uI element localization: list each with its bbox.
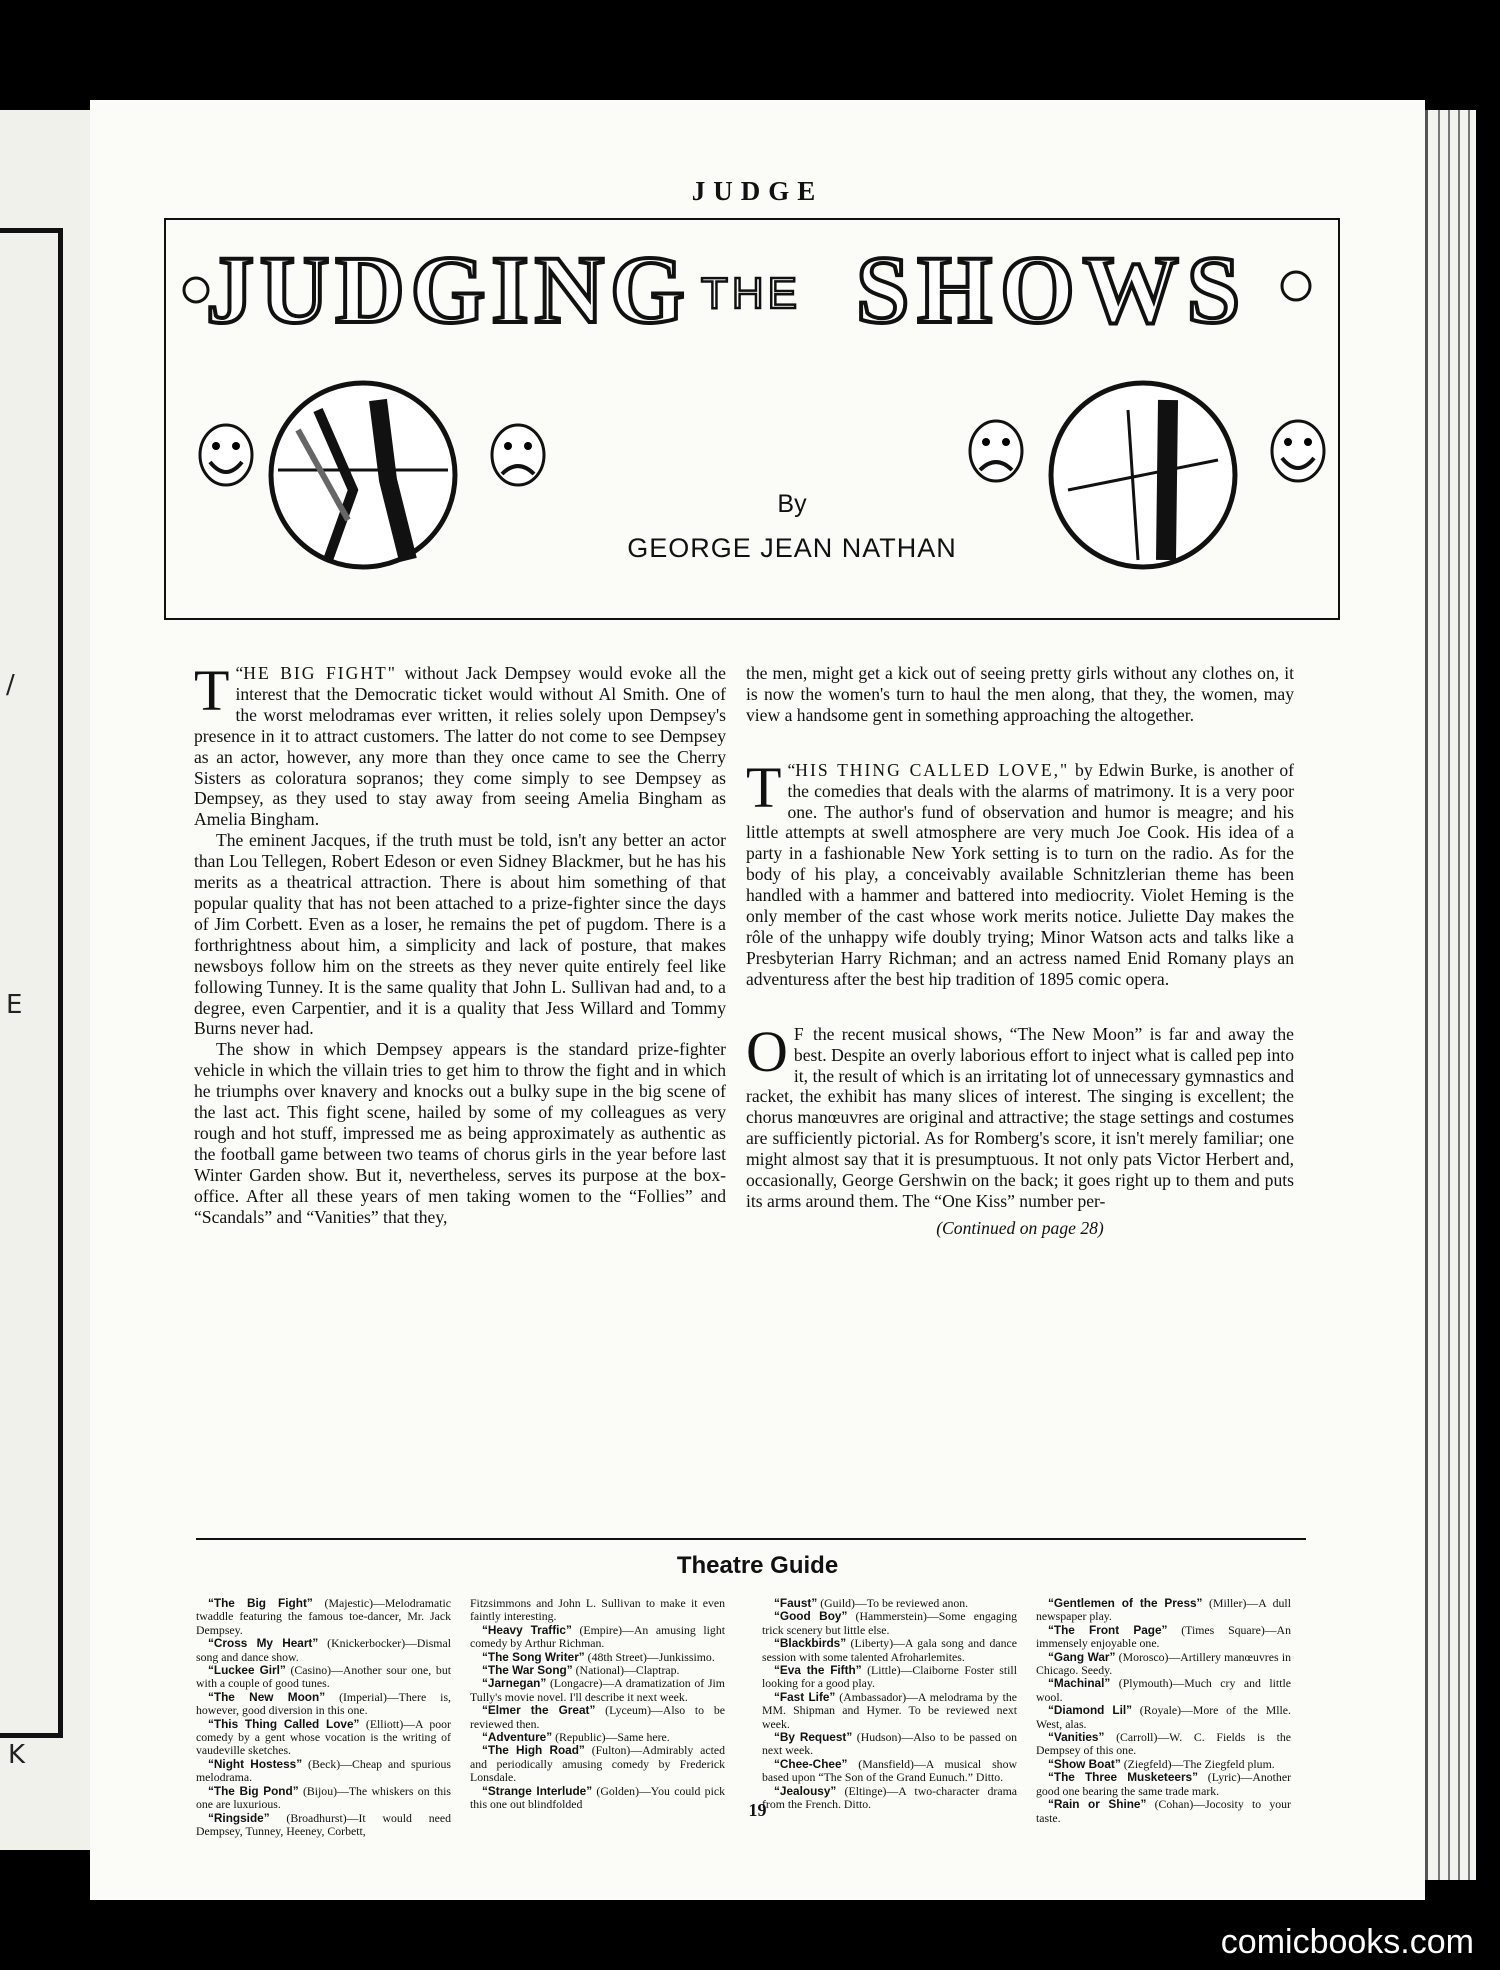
show-title: “By Request” (774, 1730, 853, 1745)
show-title: “Good Boy” (774, 1609, 848, 1624)
article-paragraph: O F the recent musical shows, “The New Moon” is far and away the best. Despite an overly laborious effort to inject what is called pep into it, the result of which is an irritating lot of unnecessary gymnastics and racket, the exhibit has many slices of interest. The singing is excellent; the chorus manœuvres are original and attractive; the stage settings and costumes are sufficiently pictorial. As for Romberg's score, it isn't merely familiar; one might almost say that it is presumptuous. It not only pats Victor Herbert and, occasionally, George Gershwin on the back; it goes right up to them and puts its arms around them. The “One Kiss” number per- (746, 1018, 1294, 1211)
show-title: “Jarnegan” (482, 1676, 547, 1691)
theatre-guide-entry (470, 1651, 725, 1664)
show-review: (Lyric)—Another good one bearing the same trade mark. (1036, 1770, 1291, 1798)
theatre-guide-entry (762, 1597, 1017, 1610)
theatre-guide-entry (762, 1610, 1017, 1637)
article-paragraph: “ T HE BIG FIGHT" without Jack Dempsey would evoke all the interest that the Democratic ticket would without Al Smith. One of the worst melodramas ever written, it relies solely upon Dempsey's presence in it to attract customers. The latter do not come to see Dempsey as an actor, however, any more than they once came to see the Cherry Sisters as coloratura sopranos; they come simply to see Dempsey as Dempsey, as they used to stay away from seeing Amelia Bingham as Amelia Bingham. (194, 658, 726, 830)
theatre-guide-entry (1036, 1704, 1291, 1731)
show-title: “Blackbirds” (774, 1636, 847, 1651)
show-review: (Ziegfeld)—The Ziegfeld plum. (1120, 1756, 1275, 1771)
theatre-guide-column (470, 1597, 725, 1812)
show-title: “The Big Fight” (208, 1596, 313, 1610)
show-title: “Show Boat” (1048, 1756, 1121, 1771)
banner-title-word: SHOWS (856, 236, 1249, 343)
show-review: (Hudson)—Also to be passed on next week. (762, 1730, 1018, 1758)
theatre-guide-entry (470, 1624, 725, 1651)
show-title: “Rain or Shine” (1048, 1797, 1147, 1812)
section-divider (196, 1538, 1306, 1540)
show-title: “Diamond Lil” (1048, 1703, 1133, 1718)
theatre-guide-entry (762, 1664, 1017, 1691)
show-title: “Jealousy” (774, 1783, 837, 1798)
show-review: (Little)—Claiborne Foster still looking for a good play. (762, 1663, 1017, 1691)
show-title: “Strange Interlude” (482, 1783, 593, 1798)
theatre-guide-entry (762, 1758, 1017, 1785)
article-paragraph: “ T HIS THING CALLED LOVE," by Edwin Burke, is another of the comedies that deals with the alarms of matrimony. It is a very poor one. The author's fund of observation and humor is meagre; and his little attempts at swell atmosphere are very much Joe Cook. His idea of a party in a fashionable New York setting is to turn on the radio. As for the body of his play, a conceivably available Schnitzlerian theme has been handled with a hammer and battered into mediocrity. Violet Heming is the only member of the cast whose work merits notice. Juliette Day makes the rôle of the unhappy wife doubly trying; Minor Watson acts and talks like a Presbyterian Harry Richman; and an actress named Enid Romany plays an adventuress after the best hip tradition of 1895 comic opera. (746, 754, 1294, 989)
show-review: (Cohan)—Jocosity to your taste. (1036, 1797, 1291, 1825)
show-review: (Broadhurst)—It would need Dempsey, Tunney, Heeney, Corbett, (196, 1810, 451, 1838)
theatre-guide-column (762, 1597, 1017, 1812)
show-review: (Ambassador)—A melodrama by the MM. Shipman and Hymer. To be reviewed next week. (762, 1689, 1017, 1731)
show-title: “Eva the Fifth” (774, 1663, 862, 1678)
show-review: (Morosco)—Artillery manœuvres in Chicago. Seedy. (1036, 1649, 1291, 1678)
banner-title-word: JUDGING (206, 236, 691, 343)
show-review: (Plymouth)—Much cry and little wool. (1036, 1676, 1291, 1704)
show-title: “The Big Pond” (208, 1783, 299, 1798)
theatre-guide-entry (1036, 1677, 1291, 1704)
show-title: “Fast Life” (774, 1689, 836, 1704)
show-review: (Longacre)—A dramatization of Jim Tully's movie novel. I'll describe it next week. (470, 1676, 725, 1704)
theatre-guide-entry (1036, 1597, 1291, 1624)
show-title: “Vanities” (1048, 1730, 1105, 1745)
show-title: “Gentlemen of the Press” (1048, 1596, 1203, 1610)
theatre-guide-entry (762, 1637, 1017, 1664)
theatre-guide-entry (1036, 1758, 1291, 1771)
show-review: (Casino)—Another sour one, but with a couple of good tunes. (196, 1663, 451, 1691)
show-review: (Guild)—To be reviewed anon. (817, 1596, 969, 1610)
show-review: (Eltinge)—A two-character drama from the French. Ditto. (762, 1783, 1017, 1812)
show-title: “Adventure” (482, 1730, 553, 1745)
magazine-page (90, 100, 1425, 1900)
show-title: “This Thing Called Love” (208, 1716, 360, 1731)
show-review: (Imperial)—There is, however, good diversion in this one. (196, 1689, 451, 1718)
show-title: “The Three Musketeers” (1048, 1770, 1199, 1785)
theatre-guide-entry (470, 1677, 725, 1704)
show-review: (Majestic)—Melodramatic twaddle featuring the famous toe-dancer, Mr. Jack Dempsey. (196, 1596, 451, 1637)
drop-cap: T (194, 658, 230, 723)
theatre-guide-entry (1036, 1624, 1291, 1651)
show-review: (Republic)—Same here. (552, 1730, 670, 1745)
show-title: “Faust” (774, 1596, 818, 1610)
theatre-guide-entry (1036, 1771, 1291, 1798)
show-title: “The War Song” (482, 1663, 573, 1678)
theatre-guide-entry (196, 1758, 451, 1785)
theatre-guide-entry (196, 1691, 451, 1718)
theatre-guide-entry (470, 1597, 725, 1624)
theatre-guide-entry (762, 1691, 1017, 1731)
comedy-mask-icon (194, 420, 258, 490)
tragedy-mask-icon (486, 420, 550, 490)
theatre-guide-title: Theatre Guide (676, 1552, 839, 1579)
show-review: (Golden)—You could pick this one out blindfolded (470, 1783, 725, 1812)
show-review: (Miller)—A dull newspaper play. (1036, 1596, 1291, 1624)
show-review: (Royale)—More of the Mlle. West, alas. (1036, 1703, 1291, 1731)
show-title: “Machinal” (1048, 1676, 1111, 1691)
left-page-mark: E (6, 990, 23, 1020)
show-title: “The High Road” (482, 1743, 585, 1758)
article-paragraph: The eminent Jacques, if the truth must be told, isn't any better an actor than Lou Tellegen, Robert Edeson or even Sidney Blackmer, but he has his merits as a theatrical attraction. There is about him something of that popular quality that has not been attached to a prize-fighter since the days of Jim Corbett. Even as a loser, he remains the pet of pugdom. There is a forthrightness about him, a simplicity and lack of posture, that makes newsboys follow him on the streets as they never quite entirely feel like following Tunney. It is the same quality that John L. Sullivan had and, to a degree, even Carpentier, and it is a quality that Jess Willard and Tommy Burns never had. (194, 830, 726, 1039)
show-review: (Lyceum)—Also to be reviewed then. (470, 1703, 725, 1731)
show-title: “The New Moon” (208, 1689, 326, 1704)
show-title: “Gang War” (1048, 1649, 1116, 1664)
theatre-guide-entry (470, 1744, 725, 1784)
show-review: (Elliott)—A poor comedy by a gent whose vocation is the writing of vaudeville sketches. (196, 1716, 451, 1758)
show-title: “Cross My Heart” (208, 1636, 319, 1651)
show-review: (Times Square)—An immensely enjoyable one. (1036, 1622, 1291, 1651)
left-page-mark: K (8, 1740, 26, 1770)
theatre-guide-entry (470, 1731, 725, 1744)
watermark: comicbooks.com (1220, 1923, 1474, 1961)
drop-cap: T (746, 754, 782, 820)
byline (166, 490, 1338, 564)
drop-cap: O (746, 1018, 788, 1084)
article-paragraph: The show in which Dempsey appears is the standard prize-fighter vehicle in which the villain tries to get him to throw the fight and in which he triumphs over knavery and knocks out a bulky supe in the big scene of the last act. This fight scene, hailed by some of my colleagues as very rough and hot stuff, impressed me as being approximately as authentic as the football game between two teams of chorus girls in the year before last Winter Garden show. But it, nevertheless, serves its purpose at the box-office. After all these years of men taking women to the “Follies” and “Scandals” and “Vanities” that they, (194, 1039, 726, 1227)
show-review: (Mansfield)—A musical show based upon “The Son of the Grand Eunuch.” Ditto. (762, 1756, 1017, 1785)
article-column-right (746, 663, 1294, 1239)
theatre-guide-entry (470, 1704, 725, 1731)
show-title: “Night Hostess” (208, 1756, 303, 1771)
theatre-guide-entry (196, 1664, 451, 1691)
show-review: (Fulton)—Admirably acted and periodically amusing comedy by Frederick Lonsdale. (470, 1743, 726, 1785)
show-review: (48th Street)—Junkissimo. (584, 1649, 715, 1664)
show-title: “Luckee Girl” (208, 1663, 286, 1678)
article-banner (164, 218, 1340, 620)
show-title: “The Front Page” (1048, 1622, 1168, 1637)
show-title: “Ringside” (208, 1810, 270, 1825)
page-stack-edges (1425, 110, 1476, 1880)
page-number: 19 (748, 1800, 767, 1820)
show-review: (Knickerbocker)—Dismal song and dance show. (196, 1636, 451, 1664)
article-column-left (194, 658, 726, 1227)
theatre-guide-entry (196, 1637, 451, 1664)
show-review: (Liberty)—A gala song and dance session with some talented Afroharlemites. (762, 1636, 1017, 1664)
show-title: “The Song Writer” (482, 1649, 585, 1664)
show-review: (Empire)—An amusing light comedy by Arthur Richman. (470, 1622, 725, 1651)
byline-author: GEORGE JEAN NATHAN (627, 533, 957, 563)
theatre-guide-column (1036, 1597, 1291, 1825)
show-title: “Heavy Traffic” (482, 1622, 572, 1637)
banner-title-lettering (166, 234, 1338, 344)
show-review: (National)—Claptrap. (572, 1663, 680, 1678)
show-review: (Bijou)—The whiskers on this one are luxurious. (196, 1783, 451, 1812)
theatre-guide-entry (762, 1731, 1017, 1758)
comic-panel-border (0, 228, 63, 1738)
continued-note: (Continued on page 28) (936, 1217, 1104, 1238)
show-review: Fitzsimmons and John L. Sullivan to make it even faintly interesting. (470, 1596, 725, 1624)
banner-title-word: THE (701, 269, 801, 318)
theatre-guide-entry (1036, 1651, 1291, 1678)
show-review: (Hammerstein)—Some engaging trick scenery but little else. (762, 1609, 1018, 1637)
magazine-header: JUDGE (691, 176, 824, 206)
byline-by: By (777, 490, 807, 518)
theatre-guide-entry (196, 1597, 451, 1637)
show-title: “Chee-Chee” (774, 1756, 848, 1771)
theatre-guide-entry (1036, 1731, 1291, 1758)
left-page-mark: / (6, 670, 15, 700)
show-review: (Beck)—Cheap and spurious melodrama. (196, 1756, 451, 1785)
show-review: (Carroll)—W. C. Fields is the Dempsey of this one. (1036, 1730, 1291, 1758)
adjacent-left-page (0, 110, 96, 1850)
article-paragraph: the men, might get a kick out of seeing pretty girls without any clothes on, it is now the women's turn to haul the men along, that they, the women, may view a handsome gent in something approaching the altogether. (746, 663, 1294, 725)
tragedy-mask-icon (964, 416, 1028, 486)
comedy-mask-icon (1266, 416, 1330, 486)
show-title: “Elmer the Great” (482, 1703, 596, 1718)
theatre-guide-entry (470, 1664, 725, 1677)
theatre-guide-entry (196, 1718, 451, 1758)
